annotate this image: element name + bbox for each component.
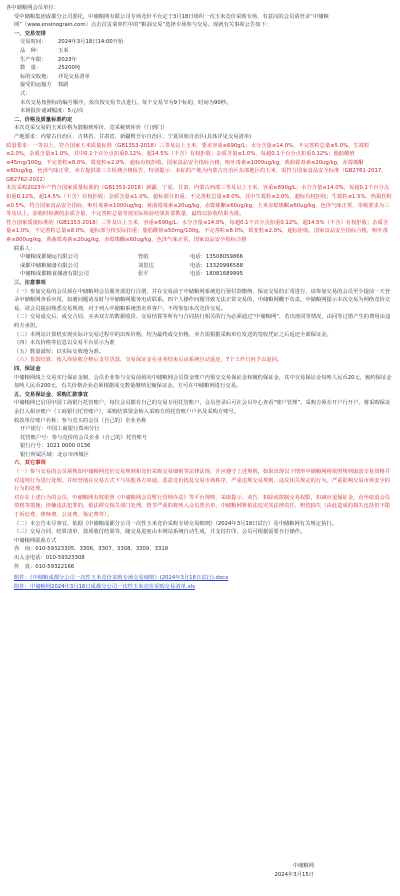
signature-date: 2024年3月15日 <box>274 871 314 878</box>
deposit-paragraph: 中储粮网线上交易实行保证金制，会员企业参与交易前须向中储粮网会员资金账户内预交交易保证金和履约保证金，其中交易保证金每吨人民币20元，履约保证金每吨人民币200元，有关价格企业必须根据成交数量缴纳足额保证金。方可在中储粮网进行交易。 <box>14 374 392 390</box>
contact-row: 中储粮成都粮食储备有限公司 张平 电话：18081689995 <box>20 271 243 278</box>
bank-row: 托管账户号： 参与竞价的会员企业（自己的）托管账号 <box>20 434 148 441</box>
attachment-link-rules[interactable]: 附件：《中储粮成都分公司一次性玉米竞价采购专场交易细则》(2024年3月18日试行).docx <box>14 575 229 582</box>
greeting: 各中储粮网会员单位： <box>6 5 59 11</box>
other-3: （二）本公告未尽事宜，依据《中储粮成都分公司一次性玉米竞价采购专场交易细则》（2024年3月18日试行）及中储粮网有关规定执行。 <box>14 520 337 527</box>
bank-row: 银行行号： 1021 0000 0136 <box>20 443 91 450</box>
note-5: （五）数量溢短：以实际交收地为准。 <box>14 348 105 355</box>
quality-requirement-1: 质量要求：一等以上，符合国家玉米质量标准（GB1353-2018）三等及以上玉米，要求容重≥690g/L；水分含量≤14.0%，不完善粒总量≤5.0%，生霉粒≤2.0%，杂质含量≤1.0%，其中0.1个百分点扣重0.12%，超14.5%（不含）有权拒收；杂质含量≤1.0%，每超0.1个百分点扣重0.12%；脂肪酸值≤45mg/100g，不完善粒≤8.0%，霉变粒≤2.0%，超标有权拒收。国家食品安全指标合格，呕吐毒素≤1000ug/kg，黄曲霉毒素≤20ug/kg，赤霉烯酮≤60ug/kg，色泽气味正常，卖方提供第三方检测合格报告，特别提示：本标的产地为内蒙古自治区东部地区的玉米，需符合国家食品安全标准（GB2761-2017，GB2762-2022） <box>6 142 387 183</box>
phone-row: 传 真： 010-59322166 <box>14 563 75 570</box>
price-step: 本场报价递减幅度：5元/次 <box>20 108 84 115</box>
origin-requirement: 产地要求：内蒙古自治区、吉林省、甘肃省、新疆维吾尔自治区、宁夏回族自治区(具体详见交易清单) <box>14 133 252 140</box>
info-row: 数 量： 25200吨 <box>20 65 81 72</box>
intro-paragraph: 受中储粮集团成都分公司委托，中储粮网有限公司专场竞价平台定于3月18日组织一次玉米竞价采购专场，有意向的会员请登录“中储粮网”（www.ensinograin.com）点击首页菜单栏中的“粮油交易”选择专场参与交易。现就有关事项公告如下： <box>14 13 329 29</box>
contact-row: 成都中储粮储备有限公司 刘思达 电话：13320996588 <box>20 262 243 269</box>
trade-info-list <box>6 38 392 98</box>
other-1: （一）参与交易的会员须熟知中储粮网竞价交易规则和竞价采购交易细则等法律法规，并应遵守上述规则。如果出现以下情形中储粮网将依照规则取消交易资格并对违规行为进行处理。并经营地在交易方式下与其他各方串通、恶意竞价扰乱交易市场秩序，严重违规交易规则，违反相关规定的行为，严重影响交易市场安全的行为的处理。 <box>14 469 391 493</box>
info-row: 生产年限： 2023年 <box>20 56 77 63</box>
quality-requirement-2: 本次采购2023年产符合国家质量标准的（GB1353-2018）新疆、宁夏、甘肃、内蒙古西部三等及以上玉米，容重≥690g/L；水分含量≤14.0%，每超0.1个百分点扣重0.12%，超14.5%（不含）有权拒收；杂质含量≤1.0%，超标部分扣重；不完善粒总量≤8.0%，其中生霉粒≤2.0%，超标有权拒收；生霉粒≤1.5%，热损伤粒≤0.5%，符合国家食品安全指标，呕吐毒素≤1000ug/kg，黄曲霉毒素≤20ug/kg，赤霉烯酮≤60ug/kg，玉米赤霉烯酮≤60ug/kg，色泽气味正常，等级要求为三等及以上。验收时检测的杂质含量、不完善粒总量等按实际检验结果折算数量，最终以验收结果为准。 <box>6 185 392 218</box>
note-6: （六）货款结算：按入库验收合格后支付货款，交易保证金在业务结束后由系统自动返还，7个工作日内予以退回。 <box>14 357 283 364</box>
section-deposit: 四、保证金 <box>14 365 41 372</box>
bank-row: 银行所属区域： 北京市西城区 <box>20 451 89 458</box>
section-payment: 五、交易保证金、采购汇款事宜 <box>14 391 89 398</box>
info-row: 品 种： 玉米 <box>20 47 69 54</box>
info-row: 接受的运输方式： 铁路 <box>20 82 69 97</box>
bank-account-title: 收款单位账户名称：参与竞买的会员（自己的）企业名称 <box>14 417 147 424</box>
other-4: （三）交易合同、结算清单、款项收付结果等，随交易进度由本网站系统自动生成，并支持打印，会员可根据需要自行操作。 <box>14 529 306 536</box>
note-3: （三）本网站计算机实现实际计交易过程中的出库价格，均为最终成交价格，卖方需根据采购单位发送的签收凭证之后返还全部保证金。 <box>14 331 332 338</box>
note-1: （一）参加交易的会员须在中储粮网会员服务部进行注册，并在交易前于中储粮网系统进行预付款缴纳，保证交易的正常进行，请参加交易的会员至少提前一天登录中储粮网查看应用，如遇问题请及时与中储粮网服务电话联系。四个人操作问题导致无法正常交易的，中储粮网概不负责。中储粮网提示本次交易为网络竞价交易，请会员提前熟悉交易规则，对于列入中储粮系统黑名单客户，不得参加本次竞价交易。 <box>14 288 391 312</box>
bank-row: 开户银行： 中国工商银行郑州分行 <box>20 426 100 433</box>
other-2: 对存在上述行为的会员，中储粮网有权依照《中储粮网会员暂行管理办法》等平台规则，采取提示、劝告、扣除或限制交易权限，扣减应退保证金，直至取消会员资格等措施；涉嫌违法犯罪的，依法移交相关部门处理。情节严重的将列入会员黑名单，中储粮网将依法追究其法律责任，赔偿损失（由此造成的损失包括但不限于诉讼费、律师费、公证费、鉴定费等）。 <box>14 494 391 519</box>
attachment-link-list[interactable]: 附件：中储粮网2024年3月18日成都分公司一次性玉米竞价采购交易清单.xls <box>14 584 195 591</box>
signature-org: 中储粮网 <box>292 863 314 869</box>
section-other: 六、其它事项 <box>14 460 46 467</box>
section-notes: 三、注意事项 <box>14 280 46 286</box>
phone-row: 出入金电话： 010-59323308 <box>14 555 85 561</box>
attachment-item[interactable] <box>6 583 392 592</box>
section-trading-arrangement: 一、交易安排 <box>14 30 46 37</box>
note-4: （四）本次价格等信息以交易平台显示为准 <box>14 340 115 347</box>
contact-title: 联系人： <box>14 245 36 252</box>
signature-block <box>275 862 314 879</box>
price-basis: 本次竞采交易的玉米价格为散粮到库价，竞采税到库价（门到门） <box>14 125 168 132</box>
info-row: 交易时间： 2024年3月18日14:00开始 <box>20 39 124 46</box>
quality-requirement-3: 符合国家质量标准的（GB1353-2018）三等及以上玉米，容重≥690g/L；水分含量≤14.0%，每超0.1个百分点扣重0.12%，超14.5%（不含）有权拒收；杂质含量≤1.0%，不完善粒总量≤8.0%，超标部分按实际扣重；脂肪酸值≤50mg/100g，不完善粒≤8.0%，霉变粒≤2.0%，超标拒收。国家食品安全指标合格，呕吐毒素≤800ug/kg，黄曲霉毒素≤20ug/kg，赤霉烯酮≤60ug/kg，色泽气味正常，国家食品安全指标合格 <box>6 219 389 244</box>
note-2: （二）交易成交后，成交合同、买卖双方的数据收货、交易结算等所有与合同执行相关的行为必须通过“中储粮网”，若出现同等情况，由同等过错产生的费用由违约方承担。 <box>14 314 391 329</box>
info-row: 标的交收地： 详见交易清单 <box>20 73 90 80</box>
attachment-item[interactable] <box>6 574 392 583</box>
trade-rule: 本次交易按照标的编号顺序，依次按交易节点进行。每个交易节为9个标的，时间为90秒。 <box>20 99 232 106</box>
account-note: 中储粮网已启用中国工商银行托管账户，每位会员都有自己的交易专用托管账户，会员登录后可在会员中心查看“账户管理”。采购方须在开户行开户，将采购保证金打入相应账户（工商银行托管账户），采购结算资金转入采购方的托管账户户名及采购方账号。 <box>14 400 391 415</box>
phone-row: 咨 询： 010-59323305、3306、3307、3308、3309、3318 <box>14 546 169 553</box>
contact-title-2: 中储粮网联系方式 <box>14 537 57 544</box>
contact-row: 中储粮成都储运有限公司 曾彪 电话：13508059866 <box>20 254 243 261</box>
section-price-quality: 二、价格及质量标准约定 <box>14 116 73 123</box>
